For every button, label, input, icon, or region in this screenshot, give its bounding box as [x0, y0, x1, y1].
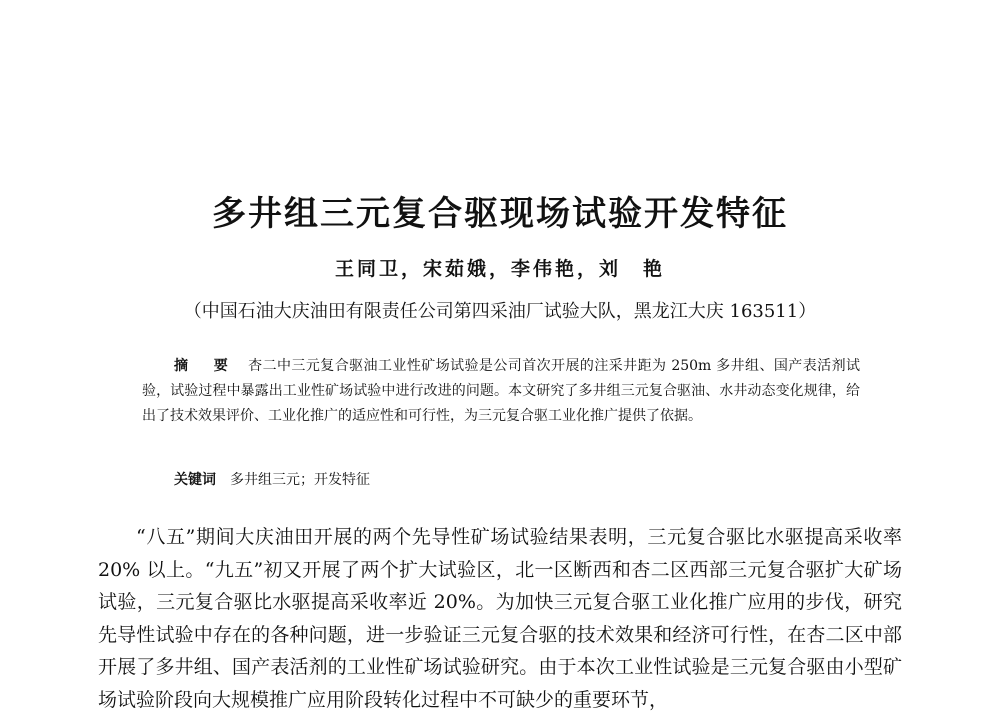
affiliation: （中国石油大庆油田有限责任公司第四采油厂试验大队，黑龙江大庆 163511）: [183, 301, 817, 322]
author-list: 王同卫，宋茹娥，李伟艳，刘 艳: [334, 258, 665, 280]
keywords-text: 多井组三元；开发特征: [230, 472, 370, 488]
body-paragraph: “八五”期间大庆油田开展的两个先导性矿场试验结果表明，三元复合驱比水驱提高采收率 20% 以上。“九五”初又开展了两个扩大试验区，北一区断西和杏二区西部三元复合驱扩大矿场试验，三元复合驱比水驱提高采收率近 20%。为加快三元复合驱工业化推广应用的步伐，研究先导性试验中存在的各种问题，进一步验证三元复合驱的技术效果和经济可行性，在杏二区中部开展了多井组、国产表活剂的工业性矿场试验研究。由于本次工业性试验是三元复合驱由小型矿场试验阶段向大规模推广应用阶段转化过程中不可缺少的重要环节，: [98, 526, 902, 711]
abstract-label: 摘 要: [174, 358, 239, 374]
keywords: [174, 469, 370, 489]
paper-title: 多井组三元复合驱现场试验开发特征: [212, 194, 788, 234]
abstract-text: 杏二中三元复合驱油工业性矿场试验是公司首次开展的注采井距为 250m 多井组、国产表活剂试验，试验过程中暴露出工业性矿场试验中进行改进的问题。本文研究了多井组三元复合驱油、水井动态变化规律，给出了技术效果评价、工业化推广的适应性和可行性，为三元复合驱工业化推广提供了依据。: [142, 358, 860, 424]
keywords-label: 关键词: [174, 472, 216, 488]
abstract: [142, 354, 860, 429]
